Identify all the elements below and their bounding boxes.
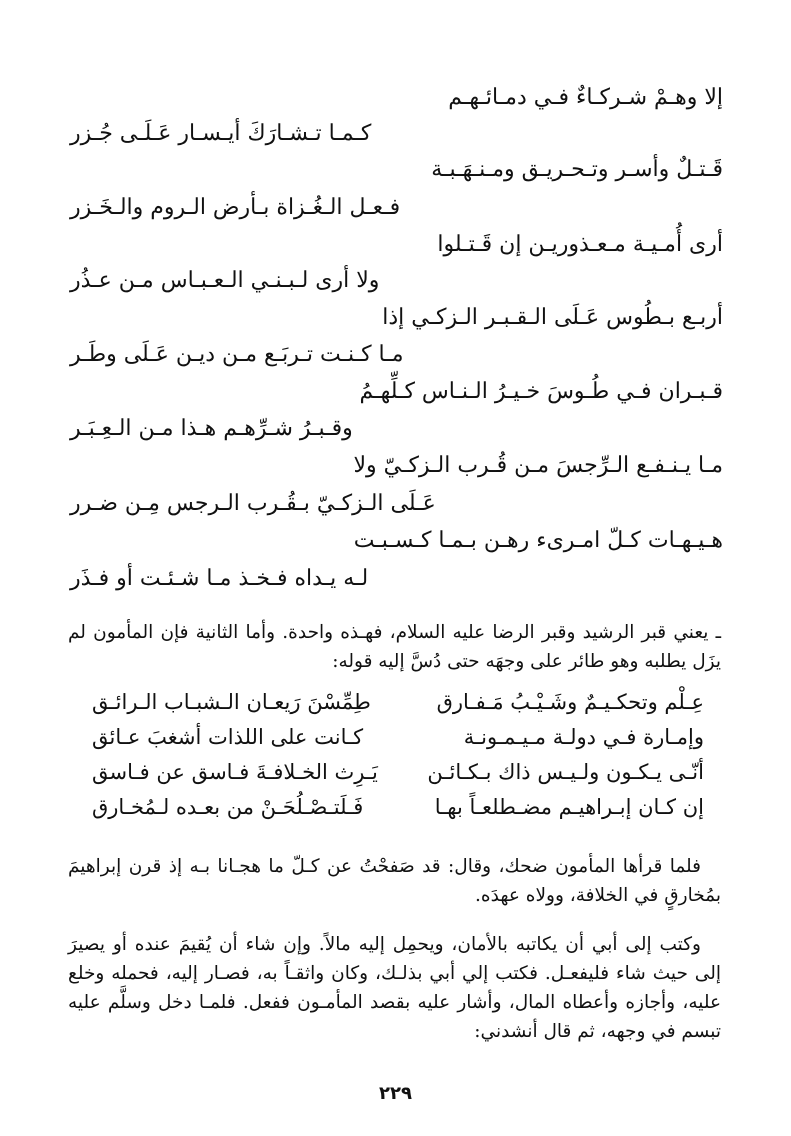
poem-line: لـه يـداه فـخـذ مـا شـئـت أو فـذَر bbox=[70, 566, 369, 591]
hemistich-first: وإمـارة فـي دولـة مـيـمـونـة bbox=[463, 725, 704, 749]
poem-line: قَـتـلٌ وأسـر وتـحـريـق ومـنـهَـبـة bbox=[431, 157, 723, 182]
poem-line: ولا أرى لـبـنـي الـعـبـاس مـن عـذُر bbox=[70, 268, 380, 293]
poem-line: هـيـهـات كـلّ امـرىء رهـن بـمـا كـسـبـت bbox=[353, 528, 723, 553]
couplet bbox=[92, 690, 704, 725]
poem-line: عَـلَى الـزكـيّ بـقُـرب الـرجس مِـن ضـرر bbox=[70, 491, 436, 516]
paragraph-text: وكتب إلى أبي أن يكاتبه بالأمان، ويحمِل إليه مالاً. وإن شاء أن يُقيمَ عنده أو يصيرَ إلى حيث شاء فليفعـل. فكتب إلي أبي بذلـك، وكان واثقـاً به، فصـار إليه، فحمله وخلع عليه، وأجازه وأعطاه المال، وأشار عليه بقصد المأمـون ففعل. فلمـا دخل وسلَّم عليه تبسم في وجهه، ثم قال أنشدني: bbox=[68, 934, 721, 1042]
couplet bbox=[92, 795, 704, 830]
hemistich-second: فَـلَتـصْـلُحَـنْ من بعـده لـمُخـارق bbox=[92, 795, 364, 819]
poem-line: فـعـل الـغُـزاة بـأرض الـروم والـخَـزر bbox=[70, 195, 401, 220]
poem-line: أرى أُمـيـة مـعـذوريـن إن قَـتـلوا bbox=[437, 232, 723, 257]
hemistich-first: أنّـى يـكـون ولـيـس ذاك بـكـائـن bbox=[427, 760, 704, 784]
poem-line: إلا وهـمْ شـركـاءٌ فـي دمـائـهـم bbox=[448, 85, 723, 110]
paragraph bbox=[68, 852, 721, 910]
couplet-block bbox=[92, 690, 704, 830]
poem-line: وقـبـرُ شـرِّهـم هـذا مـن الـعِـبَـر bbox=[70, 416, 353, 441]
poem-line: أربـع بـطُوس عَـلَى الـقـبـر الـزكـي إذا bbox=[382, 305, 723, 330]
hemistich-second: يَـرِث الخـلافـةَ فـاسق عن فـاسق bbox=[92, 760, 378, 784]
hemistich-first: عِـلْم وتحكـيـمٌ وشَـيْـبُ مَـفـارق bbox=[436, 690, 704, 714]
paragraph bbox=[68, 930, 721, 1046]
poem-line: مـا كـنـت تـربَـع مـن ديـن عَـلَى وطَـر bbox=[70, 342, 404, 367]
poem-line: كـمـا تـشـارَكَ أيـسـار عَـلَـى جُـزر bbox=[70, 121, 372, 146]
hemistich-second: طِمِّسْنَ رَيعـان الـشبـاب الـرائـق bbox=[92, 690, 371, 714]
paragraph-text: ـ يعني قبر الرشيد وقبر الرضا عليه السلام، فهـذه واحدة. وأما الثانية فإن المأمون لم يزَل يطلبه وهو طائر على وجهَه حتى دُسَّ إليه قوله: bbox=[68, 622, 721, 672]
hemistich-second: كـانت على اللذات أشغبَ عـائق bbox=[92, 725, 364, 749]
poem-line: مـا يـنـفـع الـرِّجسَ مـن قُـرب الـزكـيّ ولا bbox=[353, 453, 723, 478]
paragraph-text: فلما قرأها المأمون ضحك، وقال: قد صَفحْتُ عن كـلّ ما هجـانا بـه إذ قرن إبراهيمَ بمُخارقٍ في الخلافة، وولاه عهدَه. bbox=[68, 856, 721, 906]
couplet bbox=[92, 760, 704, 795]
page-number: ٢٢٩ bbox=[379, 1083, 412, 1104]
poem-line: قـبـران فـي طُـوسَ خـيـرُ الـنـاس كـلِّهـمُ bbox=[359, 379, 723, 404]
paragraph bbox=[68, 618, 721, 676]
couplet bbox=[92, 725, 704, 760]
hemistich-first: إن كـان إبـراهيـم مضـطلعـاً بهـا bbox=[434, 795, 704, 819]
